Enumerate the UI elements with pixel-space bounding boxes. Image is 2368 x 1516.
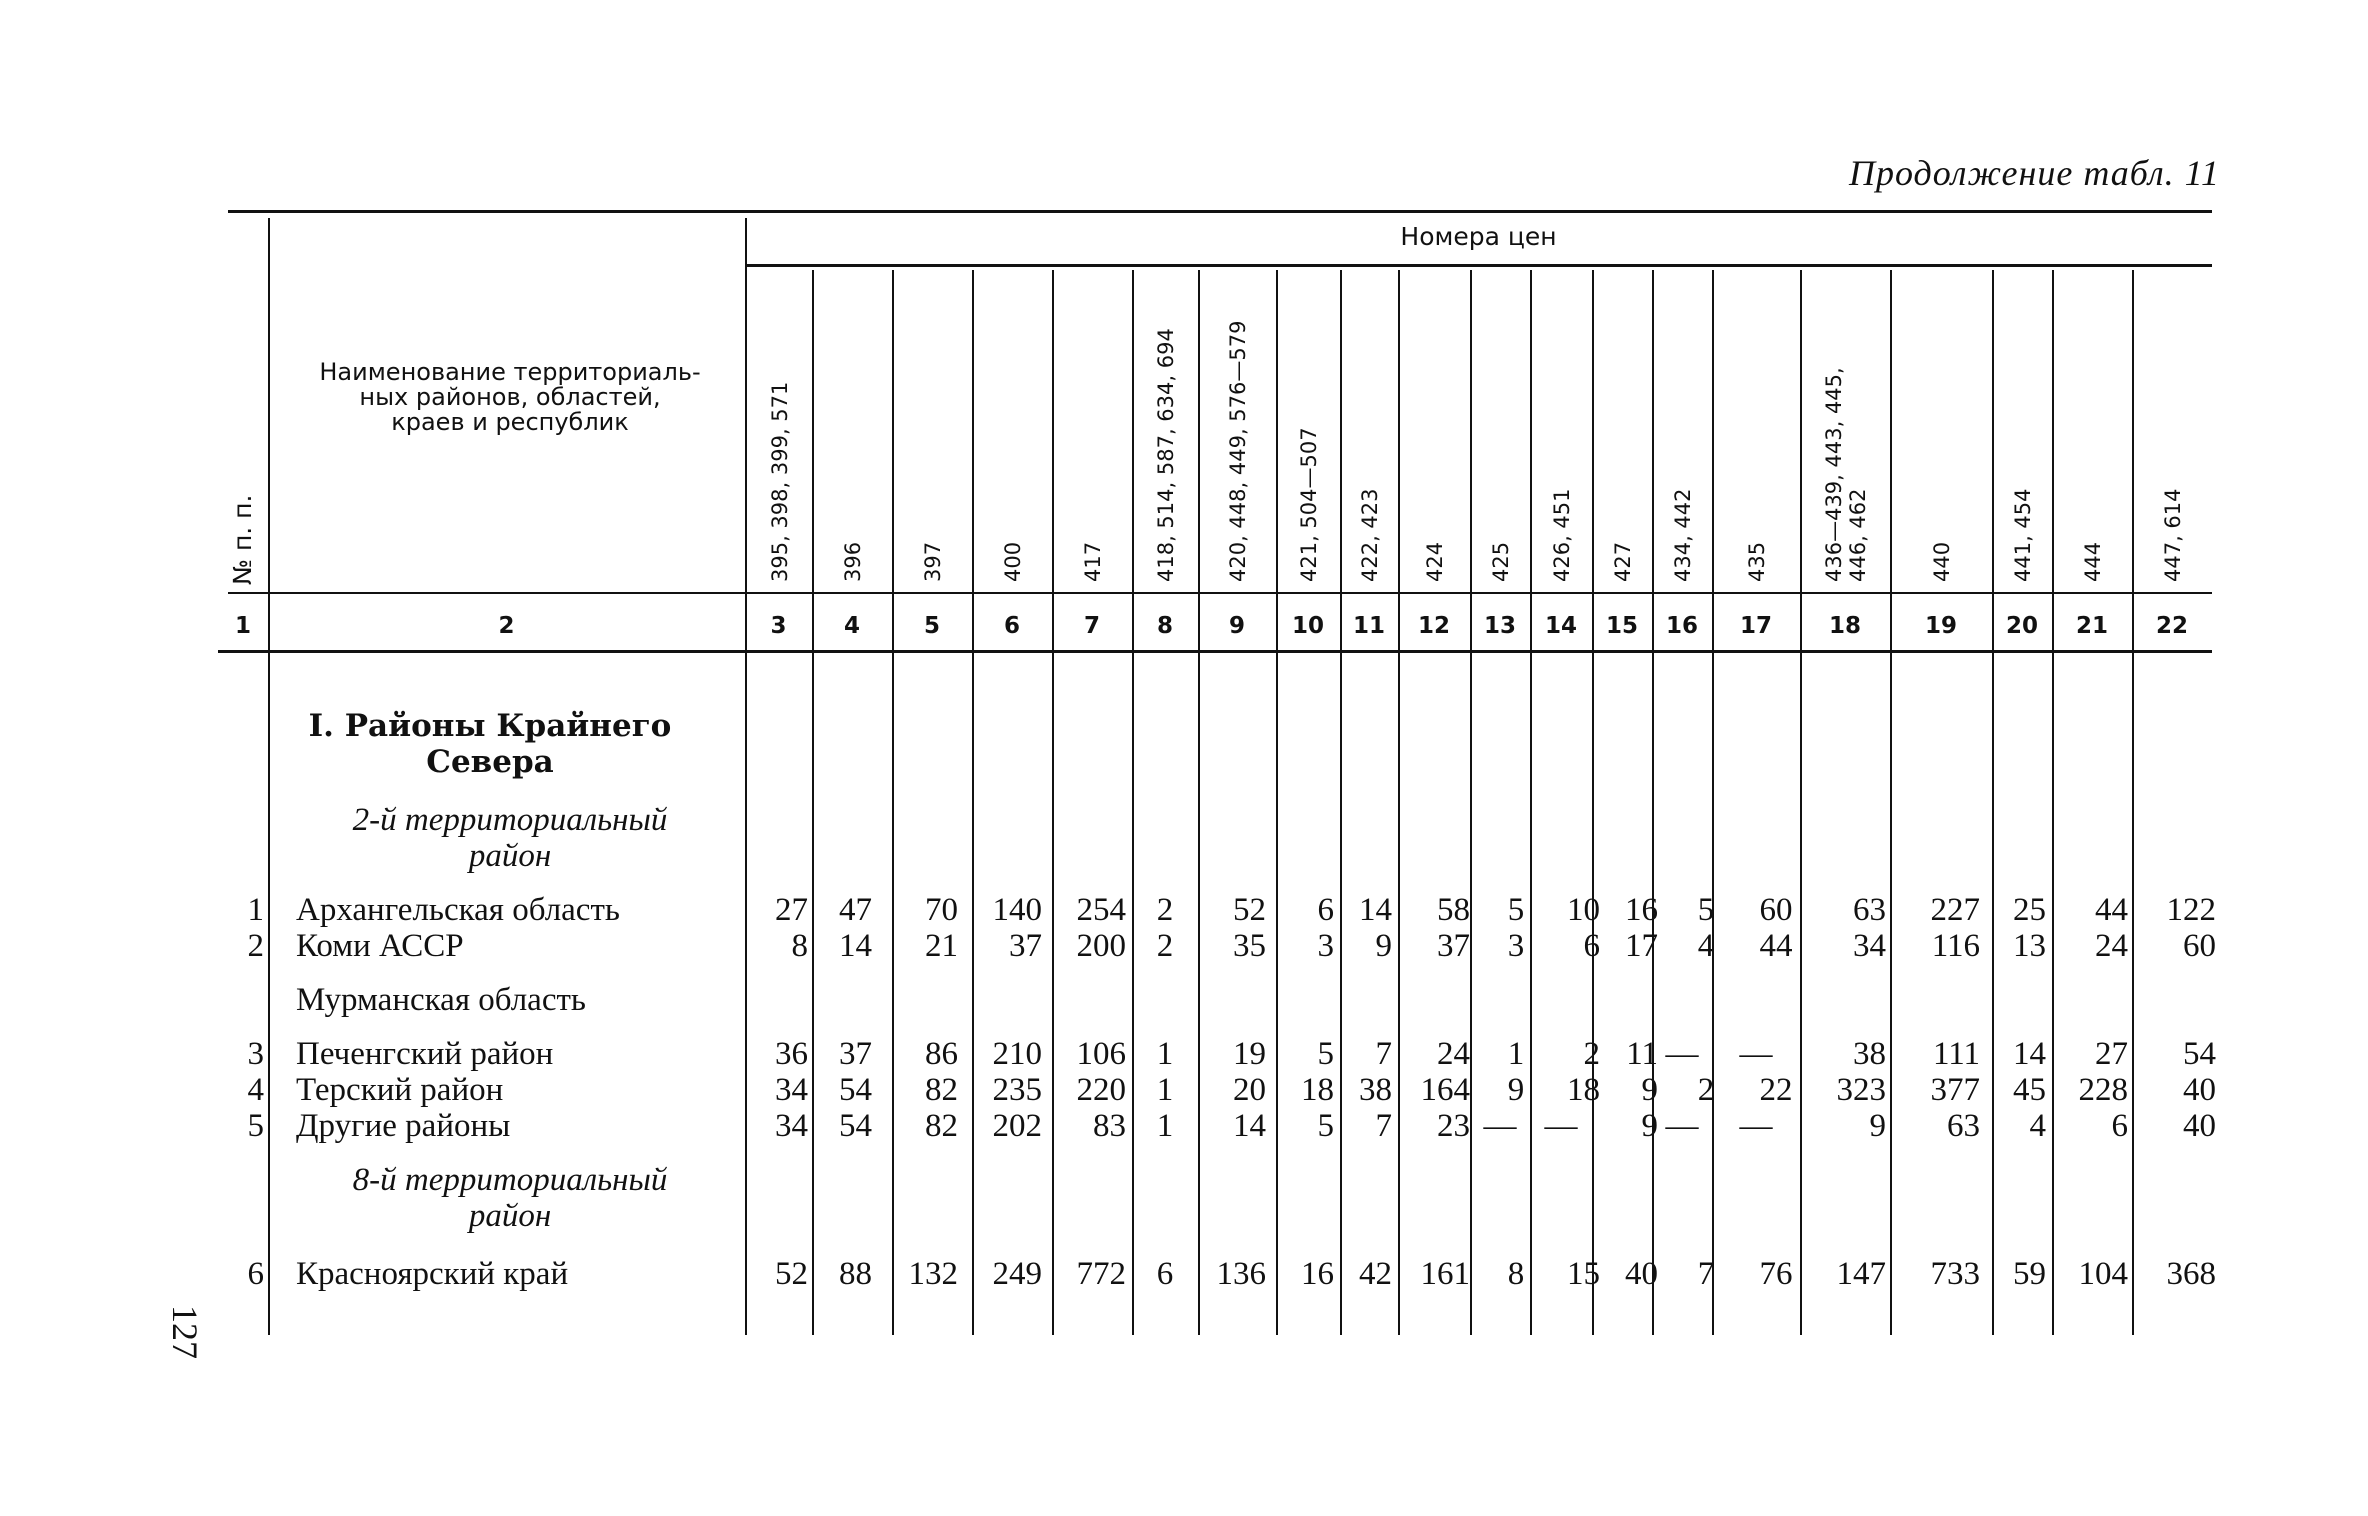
table-cell: 40: [2183, 1072, 2216, 1108]
column-rule: [1992, 270, 1994, 1335]
section-title: I. Районы Крайнего Севера: [308, 708, 672, 780]
table-cell: 772: [1076, 1256, 1126, 1292]
table-cell: 8: [1507, 1256, 1525, 1292]
column-rule: [1890, 270, 1892, 1335]
table-cell: 20: [1233, 1072, 1266, 1108]
table-cell: 15: [1567, 1256, 1600, 1292]
column-number: 10: [1291, 613, 1324, 639]
price-column-header: 425: [1489, 541, 1513, 582]
table-cell: 18: [1301, 1072, 1334, 1108]
column-rule: [812, 270, 814, 1335]
table-cell: 9: [1375, 928, 1392, 964]
table-cell: 18: [1567, 1072, 1600, 1108]
table-cell: 733: [1930, 1256, 1980, 1292]
table-cell: 21: [925, 928, 958, 964]
table-cell: 368: [2166, 1256, 2216, 1292]
table-cell: 86: [925, 1036, 958, 1072]
table-cell: 122: [2166, 892, 2216, 928]
table-cell: 2: [1156, 928, 1174, 964]
column-number: 2: [498, 613, 515, 639]
table-cell: 1: [1156, 1108, 1174, 1144]
region-name: Коми АССР: [296, 928, 464, 964]
column-number: 5: [923, 613, 940, 639]
table-cell: 2: [1583, 1036, 1600, 1072]
table-cell: 220: [1076, 1072, 1126, 1108]
column-number: 17: [1739, 613, 1772, 639]
table-cell: 36: [775, 1036, 808, 1072]
column-rule: [1800, 270, 1802, 1335]
table-cell: 52: [1233, 892, 1266, 928]
table-cell: —: [1739, 1036, 1773, 1072]
table-cell: 254: [1076, 892, 1126, 928]
group-header-price-numbers: Номера цен: [1400, 222, 1557, 251]
table-cell: 27: [2095, 1036, 2128, 1072]
column-number-rule: [218, 650, 2212, 653]
column-rule: [1530, 270, 1532, 1335]
column-rule: [1592, 270, 1594, 1335]
table-cell: 9: [1641, 1072, 1658, 1108]
table-cell: —: [1665, 1036, 1699, 1072]
table-cell: 54: [839, 1072, 872, 1108]
column-rule: [1712, 270, 1714, 1335]
table-cell: 44: [1759, 928, 1793, 964]
table-cell: 111: [1932, 1036, 1980, 1072]
table-cell: 4: [1697, 928, 1715, 964]
row-serial-number: 2: [247, 928, 264, 964]
table-cell: 88: [839, 1256, 872, 1292]
name-column-header: Наименование территориаль- ных районов, областей, краев и республик: [319, 358, 701, 436]
column-rule: [1198, 270, 1200, 1335]
column-rule: [1052, 270, 1054, 1335]
table-cell: 6: [1317, 892, 1334, 928]
table-cell: 38: [1359, 1072, 1392, 1108]
table-cell: 249: [992, 1256, 1042, 1292]
table-cell: 40: [1625, 1256, 1658, 1292]
table-cell: 5: [1697, 892, 1715, 928]
table-cell: 6: [2111, 1108, 2128, 1144]
table-cell: 83: [1093, 1108, 1126, 1144]
table-cell: 9: [1641, 1108, 1658, 1144]
region-name: Другие районы: [296, 1108, 511, 1144]
region-name: Красноярский край: [296, 1256, 569, 1292]
price-column-header: 422, 423: [1358, 488, 1382, 582]
column-number: 20: [2005, 613, 2038, 639]
price-column-header: 420, 448, 449, 576—579: [1226, 320, 1250, 582]
column-number: 11: [1352, 613, 1385, 639]
table-cell: 106: [1076, 1036, 1126, 1072]
serial-number-header: № п. п.: [228, 494, 257, 585]
column-number: 6: [1003, 613, 1020, 639]
column-rule: [1470, 270, 1472, 1335]
table-cell: 132: [908, 1256, 958, 1292]
table-cell: —: [1483, 1108, 1517, 1144]
table-cell: 59: [2013, 1256, 2046, 1292]
table-cell: 5: [1317, 1108, 1334, 1144]
region-name: Терский район: [296, 1072, 504, 1108]
table-cell: 37: [1437, 928, 1470, 964]
price-column-header: 400: [1001, 541, 1025, 582]
table-cell: 45: [2013, 1072, 2046, 1108]
column-number: 4: [843, 613, 860, 639]
row-serial-number: 5: [247, 1108, 264, 1144]
table-cell: 40: [2183, 1108, 2216, 1144]
table-cell: 27: [775, 892, 808, 928]
price-column-header: 397: [921, 541, 945, 582]
price-column-header: 417: [1081, 541, 1105, 582]
table-cell: 147: [1836, 1256, 1886, 1292]
table-cell: 1: [1507, 1036, 1525, 1072]
table-cell: 70: [925, 892, 958, 928]
table-cell: 37: [839, 1036, 872, 1072]
group-header-rule: [745, 264, 2212, 267]
serial-column-rule: [268, 218, 270, 1335]
table-cell: 8: [791, 928, 808, 964]
table-cell: 37: [1009, 928, 1042, 964]
table-cell: 60: [2183, 928, 2216, 964]
table-cell: 24: [2095, 928, 2128, 964]
table-cell: 104: [2078, 1256, 2128, 1292]
price-column-header: 435: [1745, 541, 1769, 582]
table-cell: 52: [775, 1256, 808, 1292]
column-number: 16: [1665, 613, 1698, 639]
table-cell: 7: [1375, 1108, 1392, 1144]
price-column-header: 418, 514, 587, 634, 694: [1154, 328, 1178, 582]
subsection-title: 8-й территориальный район: [352, 1162, 668, 1234]
column-number: 15: [1605, 613, 1638, 639]
table-cell: 25: [2013, 892, 2046, 928]
table-cell: 4: [2029, 1108, 2046, 1144]
row-serial-number: 1: [247, 892, 264, 928]
table-cell: 9: [1507, 1072, 1525, 1108]
name-column-rule: [745, 218, 747, 1335]
table-cell: —: [1544, 1108, 1578, 1144]
table-cell: 34: [775, 1108, 808, 1144]
header-bottom-rule: [228, 592, 2212, 594]
table-cell: 35: [1233, 928, 1266, 964]
column-rule: [1276, 270, 1278, 1335]
table-cell: 23: [1437, 1108, 1470, 1144]
table-cell: 14: [1233, 1108, 1266, 1144]
table-cell: 136: [1216, 1256, 1266, 1292]
table-cell: 2: [1156, 892, 1174, 928]
column-number: 12: [1417, 613, 1450, 639]
table-cell: 38: [1853, 1036, 1886, 1072]
table-cell: 235: [992, 1072, 1042, 1108]
table-cell: 34: [775, 1072, 808, 1108]
table-cell: —: [1665, 1108, 1699, 1144]
table-cell: 9: [1869, 1108, 1886, 1144]
table-cell: 11: [1626, 1036, 1658, 1072]
row-serial-number: 3: [247, 1036, 264, 1072]
table-cell: 7: [1697, 1256, 1715, 1292]
table-cell: 63: [1853, 892, 1886, 928]
table-cell: 63: [1947, 1108, 1980, 1144]
row-serial-number: 4: [247, 1072, 264, 1108]
price-column-header: 441, 454: [2011, 488, 2035, 582]
subsection-title: 2-й территориальный район: [352, 802, 668, 874]
column-number: 9: [1228, 613, 1245, 639]
table-cell: 3: [1507, 928, 1525, 964]
table-cell: 7: [1375, 1036, 1392, 1072]
table-cell: 323: [1836, 1072, 1886, 1108]
price-column-header: 447, 614: [2161, 488, 2185, 582]
table-cell: 14: [2013, 1036, 2046, 1072]
table-cell: 44: [2095, 892, 2128, 928]
table-cell: 22: [1759, 1072, 1793, 1108]
table-cell: 1: [1156, 1072, 1174, 1108]
column-rule: [2052, 270, 2054, 1335]
row-serial-number: 6: [247, 1256, 264, 1292]
table-cell: 10: [1567, 892, 1600, 928]
column-rule: [1132, 270, 1134, 1335]
table-cell: 19: [1233, 1036, 1266, 1072]
column-rule: [1398, 270, 1400, 1335]
column-number: 14: [1544, 613, 1577, 639]
price-column-header: 444: [2081, 541, 2105, 582]
column-rule: [972, 270, 974, 1335]
table-cell: 377: [1930, 1072, 1980, 1108]
table-cell: 3: [1317, 928, 1334, 964]
table-cell: 161: [1420, 1256, 1470, 1292]
price-column-header: 396: [841, 541, 865, 582]
table-cell: 14: [839, 928, 872, 964]
price-column-header: 421, 504—507: [1297, 427, 1321, 582]
table-cell: 5: [1317, 1036, 1334, 1072]
column-rule: [1340, 270, 1342, 1335]
price-column-header: 427: [1611, 541, 1635, 582]
price-column-header: 446, 462: [1846, 488, 1870, 582]
table-cell: 164: [1420, 1072, 1470, 1108]
column-number: 13: [1483, 613, 1516, 639]
price-column-header: 424: [1423, 541, 1447, 582]
table-cell: 227: [1930, 892, 1980, 928]
table-cell: 54: [839, 1108, 872, 1144]
table-cell: 34: [1853, 928, 1886, 964]
table-cell: 6: [1583, 928, 1600, 964]
table-cell: 60: [1759, 892, 1793, 928]
column-rule: [892, 270, 894, 1335]
table-cell: 76: [1759, 1256, 1793, 1292]
price-column-header: 436—439, 443, 445,: [1822, 367, 1846, 582]
table-continuation-caption: Продолжение табл. 11: [1848, 153, 2220, 193]
table-cell: 47: [839, 892, 872, 928]
table-cell: 6: [1156, 1256, 1174, 1292]
table-cell: 5: [1507, 892, 1525, 928]
table-cell: 16: [1625, 892, 1658, 928]
column-number: 19: [1924, 613, 1957, 639]
table-cell: —: [1739, 1108, 1773, 1144]
column-rule: [1652, 270, 1654, 1335]
column-number: 8: [1156, 613, 1173, 639]
price-column-header: 434, 442: [1671, 488, 1695, 582]
region-group-label: Мурманская область: [296, 982, 586, 1018]
table-cell: 17: [1625, 928, 1658, 964]
column-number: 18: [1828, 613, 1861, 639]
column-number: 21: [2075, 613, 2108, 639]
column-number: 3: [770, 613, 787, 639]
table-cell: 2: [1697, 1072, 1715, 1108]
table-cell: 1: [1156, 1036, 1174, 1072]
table-cell: 14: [1359, 892, 1392, 928]
table-cell: 82: [925, 1072, 958, 1108]
table-cell: 42: [1359, 1256, 1392, 1292]
table-cell: 116: [1931, 928, 1980, 964]
region-name: Печенгский район: [296, 1036, 554, 1072]
price-column-header: 440: [1930, 541, 1954, 582]
price-column-header: 426, 451: [1550, 488, 1574, 582]
table-top-rule: [228, 210, 2212, 213]
column-number: 1: [234, 613, 251, 639]
table-cell: 200: [1076, 928, 1126, 964]
price-column-header: 395, 398, 399, 571: [767, 381, 792, 582]
table-cell: 82: [925, 1108, 958, 1144]
column-rule: [2132, 270, 2134, 1335]
table-cell: 16: [1301, 1256, 1334, 1292]
column-number: 7: [1083, 613, 1100, 639]
table-cell: 202: [992, 1108, 1042, 1144]
table-cell: 54: [2183, 1036, 2216, 1072]
table-cell: 140: [992, 892, 1042, 928]
table-cell: 13: [2013, 928, 2046, 964]
region-name: Архангельская область: [296, 892, 620, 928]
table-cell: 228: [2078, 1072, 2128, 1108]
page-number: 127: [165, 1305, 205, 1359]
table-cell: 210: [992, 1036, 1042, 1072]
table-cell: 58: [1437, 892, 1470, 928]
table-cell: 24: [1437, 1036, 1470, 1072]
column-number: 22: [2155, 613, 2188, 639]
